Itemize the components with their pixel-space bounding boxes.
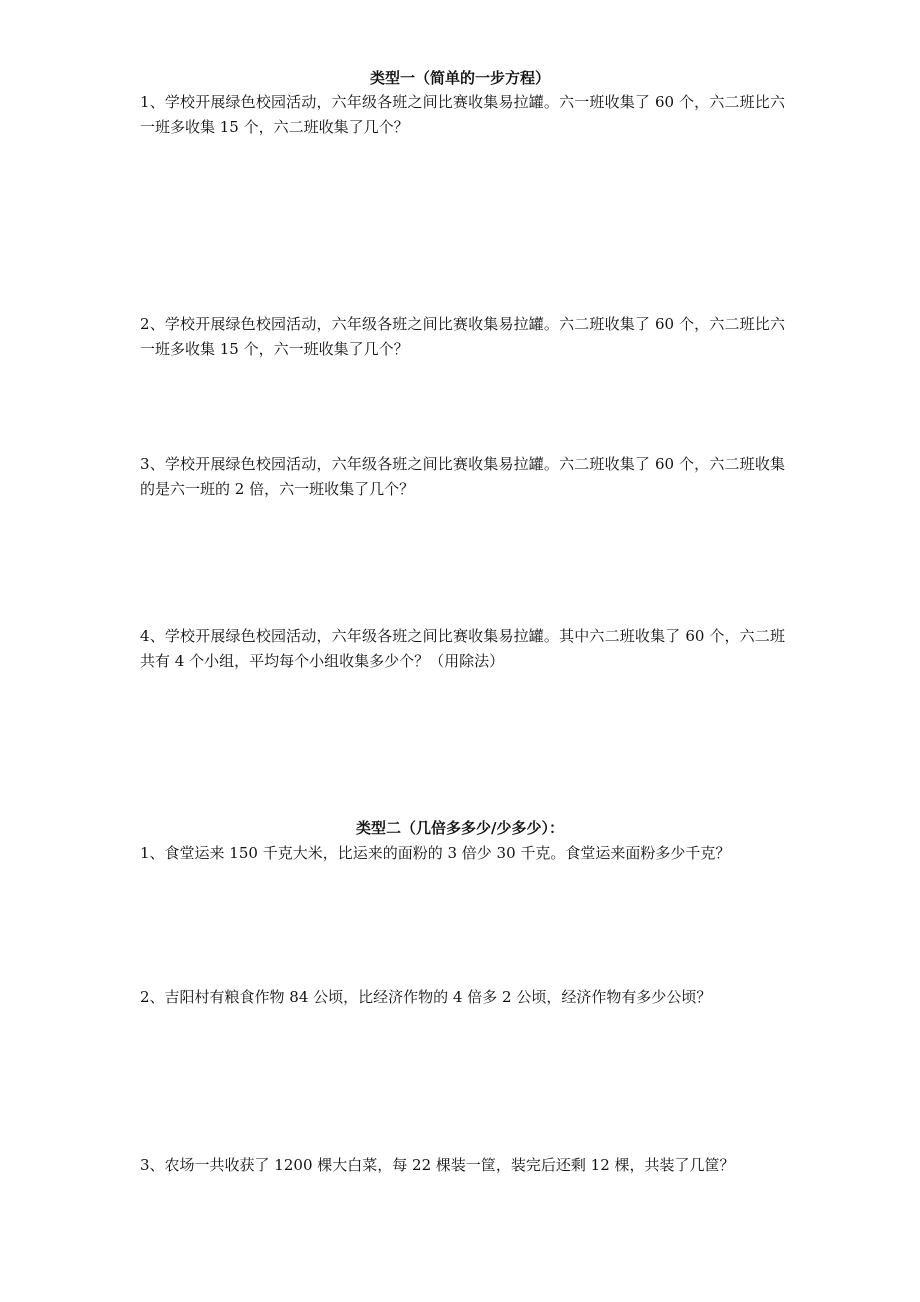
- section-2-question-1: 1、食堂运来 150 千克大米，比运来的面粉的 3 倍少 30 千克。食堂运来面粉多少千克？: [140, 844, 731, 862]
- section-2-question-2: 2、吉阳村有粮食作物 84 公顷，比经济作物的 4 倍多 2 公顷，经济作物有多少公顷？: [140, 988, 712, 1006]
- section-1-question-1: 1、学校开展绿色校园活动，六年级各班之间比赛收集易拉罐。六一班收集了 60 个，六二班比六一班多收集 15 个，六二班收集了几个？: [140, 93, 785, 136]
- section-1-question-2: 2、学校开展绿色校园活动，六年级各班之间比赛收集易拉罐。六二班收集了 60 个，六二班比六一班多收集 15 个，六一班收集了几个？: [140, 315, 785, 358]
- section-1-question-3: 3、学校开展绿色校园活动，六年级各班之间比赛收集易拉罐。六二班收集了 60 个，六二班收集的是六一班的 2 倍，六一班收集了几个？: [140, 455, 785, 498]
- section-2-title: 类型二（几倍多多少/少多少）：: [356, 819, 564, 837]
- section-1-title: 类型一（简单的一步方程）: [369, 69, 550, 87]
- section-2-question-3: 3、农场一共收获了 1200 棵大白菜，每 22 棵装一筐，装完后还剩 12 棵，共装了几筐？: [140, 1156, 735, 1174]
- section-1-question-4: 4、学校开展绿色校园活动，六年级各班之间比赛收集易拉罐。其中六二班收集了 60 个，六二班共有 4 个小组，平均每个小组收集多少个？（用除法）: [140, 627, 785, 670]
